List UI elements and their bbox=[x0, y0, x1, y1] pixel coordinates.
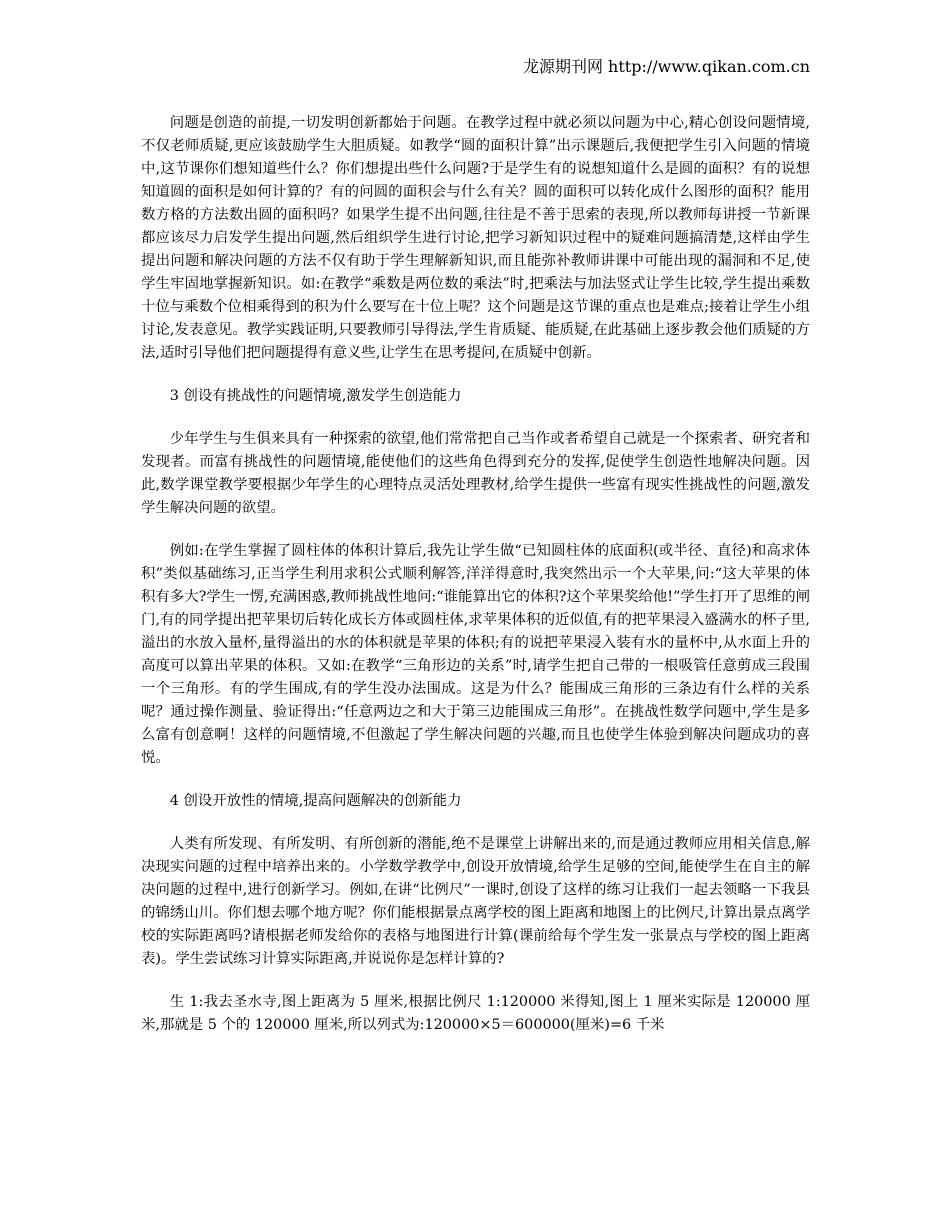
page-header-site: 龙源期刊网 http://www.qikan.com.cn bbox=[522, 57, 810, 76]
article-body bbox=[141, 112, 810, 1057]
paragraph-open-situation: 人类有所发现、有所发明、有所创新的潜能,绝不是课堂上讲解出来的,而是通过教师应用相关信息,解决现实问题的过程中培养出来的。小学数学教学中,创设开放情境,给学生足够的空间,能使学生在自主的解决问题的过程中,进行创新学习。例如,在讲“比例尺”一课时,创设了这样的练习让我们一起去领略一下我县的锦绣山川。你们想去哪个地方呢？你们能根据景点离学校的图上距离和地图上的比例尺,计算出景点离学校的实际距离吗?请根据老师发给你的表格与地图进行计算(课前给每个学生发一张景点与学校的图上距离表)。学生尝试练习计算实际距离,并说说你是怎样计算的? bbox=[141, 836, 810, 967]
paragraph-challenge-intro: 少年学生与生俱来具有一种探索的欲望,他们常常把自己当作或者希望自己就是一个探索者、研究者和发现者。而富有挑战性的问题情境,能使他们的这些角色得到充分的发挥,促使学生创造性地解决问题。因此,数学课堂教学要根据少年学生的心理特点灵活处理教材,给学生提供一些富有现实性挑战性的问题,激发学生解决问题的欲望。 bbox=[141, 431, 810, 516]
paragraph-challenge-example: 例如:在学生掌握了圆柱体的体积计算后,我先让学生做“已知圆柱体的底面积(或半径、直径)和高求体积”类似基础练习,正当学生利用求积公式顺利解答,洋洋得意时,我突然出示一个大苹果,问:“这大苹果的体积有多大?学生一愣,充满困惑,教师挑战性地问:“谁能算出它的体积?这个苹果奖给他!”学生打开了思维的闸门,有的同学提出把苹果切后转化成长方体或圆柱体,求苹果体积的近似值,有的把苹果浸入盛满水的杯子里,溢出的水放入量杯,量得溢出的水的体积就是苹果的体积;有的说把苹果浸入装有水的量杯中,从水面上升的高度可以算出苹果的体积。又如:在教学“三角形边的关系”时,请学生把自己带的一根吸管任意剪成三段围一个三角形。有的学生围成,有的学生没办法围成。这是为什么？能围成三角形的三条边有什么样的关系呢？通过操作测量、验证得出:“任意两边之和大于第三边能围成三角形”。在挑战性数学问题中,学生是多么富有创意啊！这样的问题情境,不但激起了学生解决问题的兴趣,而且也使学生体验到解决问题成功的喜悦。 bbox=[141, 543, 810, 766]
section-heading-4: 4 创设开放性的情境,提高问题解决的创新能力 bbox=[169, 793, 462, 809]
paragraph-questioning: 问题是创造的前提,一切发明创新都始于问题。在教学过程中就必须以问题为中心,精心创设问题情境,不仅老师质疑,更应该鼓励学生大胆质疑。如教学“圆的面积计算”出示课题后,我便把学生引入问题的情境中,这节课你们想知道些什么？你们想提出些什么问题?于是学生有的说想知道什么是圆的面积？有的说想知道圆的面积是如何计算的？有的问圆的面积会与什么有关？圆的面积可以转化成什么图形的面积？能用数方格的方法数出圆的面积吗？如果学生提不出问题,往往是不善于思索的表现,所以教师每讲授一节新课都应该尽力启发学生提出问题,然后组织学生进行讨论,把学习新知识过程中的疑难问题搞清楚,这样由学生提出问题和解决问题的方法不仅有助于学生理解新知识,而且能弥补教师讲课中可能出现的漏洞和不足,使学生牢固地掌握新知识。如:在教学“乘数是两位数的乘法”时,把乘法与加法竖式让学生比较,学生提出乘数十位与乘数个位相乘得到的积为什么要写在十位上呢？这个问题是这节课的重点也是难点;接着让学生小组讨论,发表意见。教学实践证明,只要教师引导得法,学生肯质疑、能质疑,在此基础上逐步教会他们质疑的方法,适时引导他们把问题提得有意义些,让学生在思考提问,在质疑中创新。 bbox=[141, 115, 810, 361]
section-heading-3: 3 创设有挑战性的问题情境,激发学生创造能力 bbox=[169, 388, 462, 404]
paragraph-student-answer: 生 1:我去圣水寺,图上距离为 5 厘米,根据比例尺 1:120000 米得知,图上 1 厘米实际是 120000 厘米,那就是 5 个的 120000 厘米,所以列式为:120000×5＝600000(厘米)=6 千米 bbox=[141, 994, 810, 1033]
